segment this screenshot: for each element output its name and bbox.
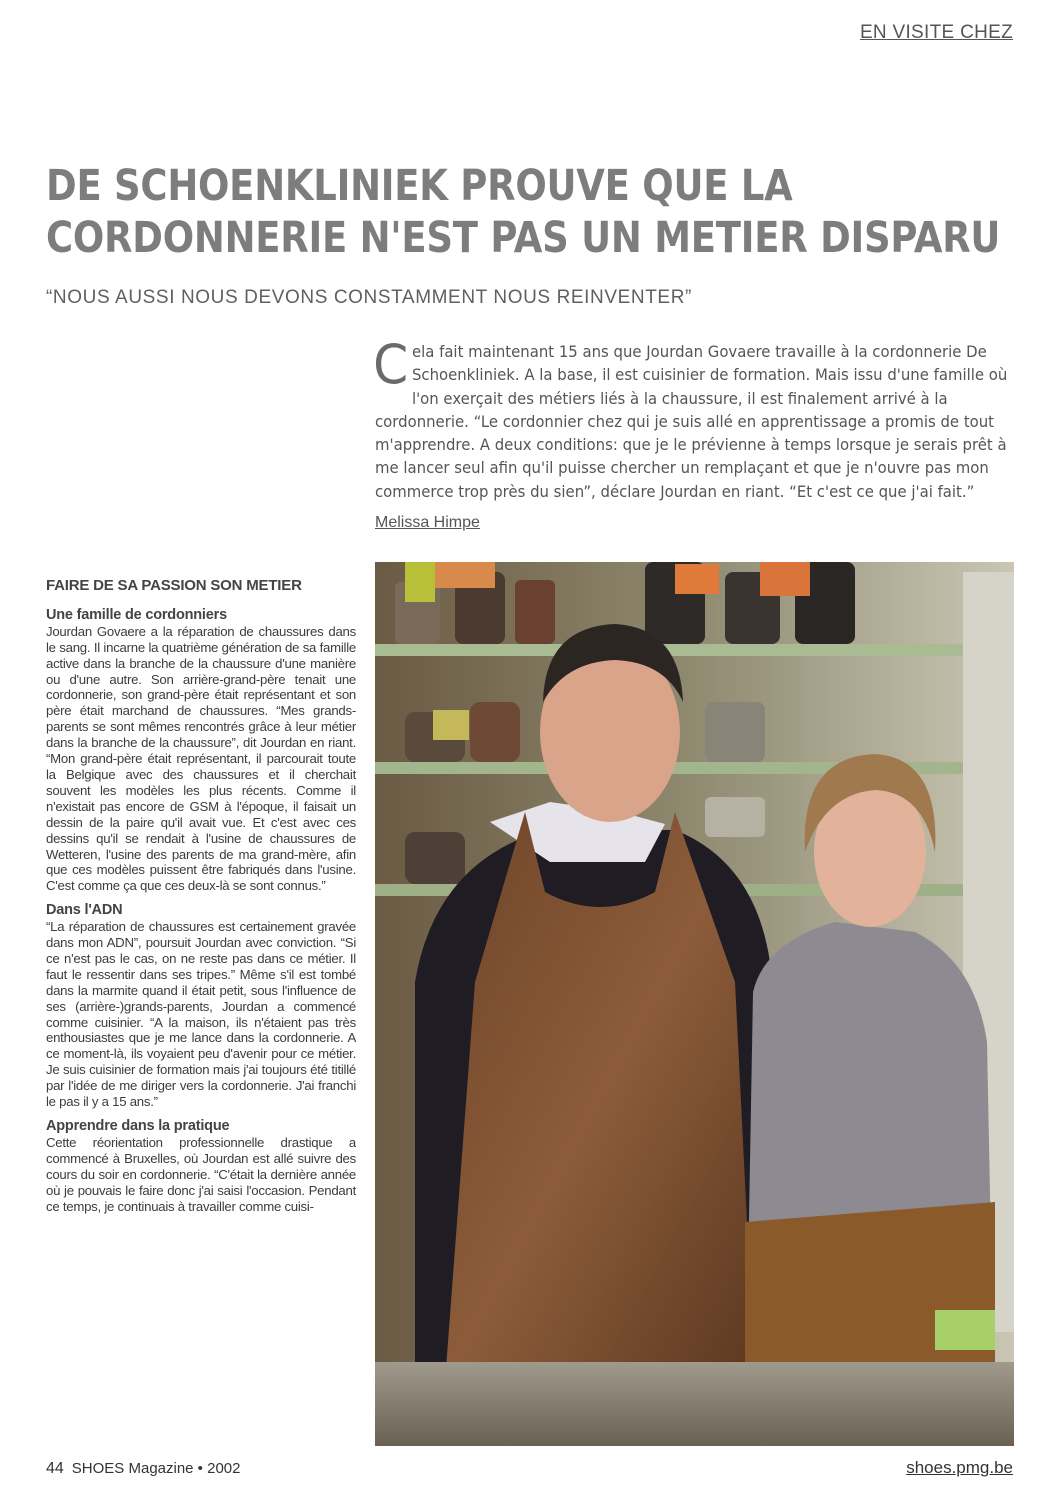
article-column xyxy=(46,578,356,1448)
section-text-2: “La réparation de chaussures est certainement gravée dans mon ADN”, poursuit Jourdan avec conviction. “Si ce n'est pas le cas, on ne reste pas dans ce métier. Il faut le ressentir dans ses tripes.” Même s'il est tombé dans la marmite quand il était petit, sous l'influence de ses (arrière-)grands-parents, Jourdan a commencé comme cuisinier. “A la maison, ils n'étaient pas très enthousiastes que je me lance dans la cordonnerie. A ce moment-là, ils voyaient peu d'avenir pour ce métier. Je suis cuisinier de formation mais j'ai toujours été titillé par l'idée de me diriger vers la cordonnerie. J'ai franchi le pas il y a 15 ans.” xyxy=(46,919,356,1110)
shelf-1 xyxy=(375,644,975,656)
article-title-line-2: CORDONNERIE N'EST PAS UN METIER DISPARU xyxy=(46,213,1001,263)
drop-cap: C xyxy=(373,333,409,396)
section-heading-3: Apprendre dans la pratique xyxy=(46,1118,230,1134)
page-number: 44 xyxy=(46,1460,64,1477)
section-tag: EN VISITE CHEZ xyxy=(859,22,1013,43)
article-photo xyxy=(375,562,1014,1446)
column-heading: FAIRE DE SA PASSION SON METIER xyxy=(46,578,302,594)
publication-name: SHOES Magazine • 2002 xyxy=(71,1460,241,1477)
section-heading-2: Dans l'ADN xyxy=(46,902,123,919)
section-text-3: Cette réorientation professionnelle drastique a commencé à Bruxelles, où Jourdan est allé suivre des cours du soir en cordonnerie. “C'était la dernière année où je pouvais le faire donc j'ai saisi l'occasion. Pendant ce temps, je continuais à travailler comme cuisi- xyxy=(46,1134,356,1214)
green-box xyxy=(935,1310,995,1350)
intro-paragraph xyxy=(373,333,1015,503)
intro-text: ela fait maintenant 15 ans que Jourdan Govaere travaille à la cordonnerie De Schoenkliniek. A la base, il est cuisinier de formation. Mais issu d'une famille où l'on exerçait des métiers liés à la chaussure, il est finalement arrivé à la cordonnerie. “Le cordonnier chez qui je suis allé en apprentissage a promis de tout m'apprendre. A deux conditions: que je le prévienne à temps lorsque je serais prêt à me lancer seul afin qu'il puisse chercher un remplaçant et que je n'ouvre pas mon commerce trop près du sien”, déclare Jourdan en riant. “Et c'est ce que j'ai fait.” xyxy=(375,342,1008,501)
article-title xyxy=(46,160,1001,264)
cobbler-shop-photo xyxy=(375,562,1014,1446)
section-text-1: Jourdan Govaere a la réparation de chaussures dans le sang. Il incarne la quatrième génération de sa famille active dans la branche de la chaussure d'une manière ou d'une autre. Son arrière-grand-père tenait une cordonnerie, son grand-père était représentant et son père était marchand de chaussures. “Mes grands-parents se sont mêmes rencontrés grâce à leur métier dans la branche de la chaussure”, dit Jourdan en riant. “Mon grand-père était représentant, il parcourait toute la Belgique avec des chaussures et il cherchait souvent les modèles les plus récents. Comme il n'existait pas encore de GSM à l'époque, il faisait un dessin de la paire qu'il avait vue. Et c'est avec ces dessins qu'il se rendait à l'usine de chaussures de Wetteren, l'usine des parents de ma grand-mère, afin que ces modèles puissent être fabriqués dans l'usine. C'est comme ça que ces deux-là se sont connus.” xyxy=(46,623,356,894)
shop-counter xyxy=(375,1362,1014,1446)
footer-publication xyxy=(46,1460,240,1478)
section-heading-1: Une famille de cordonniers xyxy=(46,606,227,623)
article-subtitle: “NOUS AUSSI NOUS DEVONS CONSTAMMENT NOUS REINVENTER” xyxy=(46,287,692,308)
article-title-line-1: DE SCHOENKLINIEK PROUVE QUE LA xyxy=(46,161,793,211)
author-byline[interactable]: Melissa Himpe xyxy=(375,514,480,531)
footer-website-link[interactable]: shoes.pmg.be xyxy=(906,1458,1013,1477)
